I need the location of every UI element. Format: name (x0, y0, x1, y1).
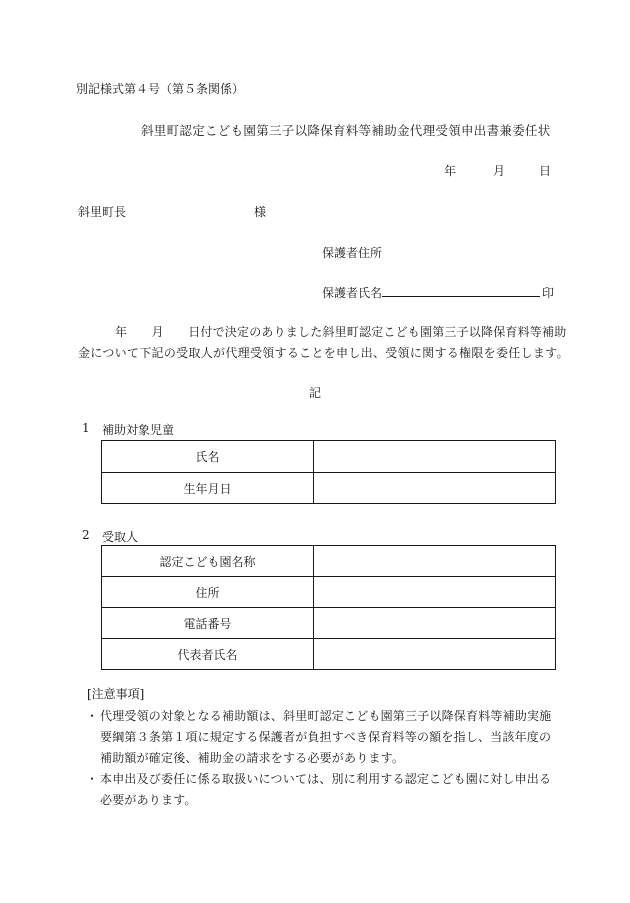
recipient-info-table (101, 545, 556, 670)
bullet: ・ (86, 772, 99, 786)
representative-name-label: 代表者氏名 (102, 639, 314, 670)
body-line-2: 金について下記の受取人が代理受領することを申し出、受領に関する権限を委任します。 (78, 346, 569, 360)
facility-name-field[interactable] (314, 546, 556, 577)
body-line-1: 年 月 日付で決定のありました斜里町認定こども園第三子以降保育料等補助 (115, 325, 567, 339)
notes-heading: [注意事項] (87, 687, 145, 701)
table-row (102, 441, 556, 473)
document-title: 斜里町認定こども園第三子以降保育料等補助金代理受領申出書兼委任状 (141, 123, 551, 138)
guardian-name-label: 保護者氏名 (322, 286, 383, 300)
facility-address-label: 住所 (102, 577, 314, 608)
child-birthdate-label: 生年月日 (102, 473, 314, 504)
section2-number: 2 (82, 528, 90, 542)
table-row (102, 577, 556, 608)
table-row (102, 639, 556, 670)
guardian-address-label: 保護者住所 (322, 246, 383, 260)
section2-title: 受取人 (102, 530, 139, 544)
child-name-label: 氏名 (102, 441, 314, 473)
note-text: 本申出及び委任に係る取扱いについては、別に利用する認定こども園に対し申出る必要があります。 (100, 772, 552, 807)
child-birthdate-field[interactable] (314, 473, 556, 504)
note-text: 代理受領の対象となる補助額は、斜里町認定こども園第三子以降保育料等補助実施要綱第３条第１項に規定する保護者が負担すべき保育料等の額を指し、当該年度の補助額が確定後、補助金の請求をする必要があります。 (100, 709, 552, 765)
facility-phone-label: 電話番号 (102, 608, 314, 639)
facility-phone-field[interactable] (314, 608, 556, 639)
note-item (86, 706, 560, 769)
notes-list (86, 706, 560, 811)
child-name-field[interactable] (314, 441, 556, 473)
table-row (102, 546, 556, 577)
facility-address-field[interactable] (314, 577, 556, 608)
date-year: 年 (444, 164, 457, 178)
table-row (102, 473, 556, 504)
table-row (102, 608, 556, 639)
date-day: 日 (539, 164, 552, 178)
guardian-name-underline (382, 296, 540, 297)
bullet: ・ (86, 709, 99, 723)
addressee-name: 斜里町長 (78, 205, 127, 219)
representative-name-field[interactable] (314, 639, 556, 670)
child-info-table (101, 440, 556, 504)
date-month: 月 (493, 164, 506, 178)
section1-title: 補助対象児童 (102, 423, 175, 437)
ki-heading: 記 (309, 386, 322, 400)
seal-mark: 印 (542, 286, 555, 300)
section1-number: 1 (82, 421, 90, 435)
form-number: 別記様式第４号（第５条関係） (76, 82, 245, 96)
facility-name-label: 認定こども園名称 (102, 546, 314, 577)
note-item (86, 769, 560, 811)
addressee-honorific: 様 (254, 205, 267, 219)
